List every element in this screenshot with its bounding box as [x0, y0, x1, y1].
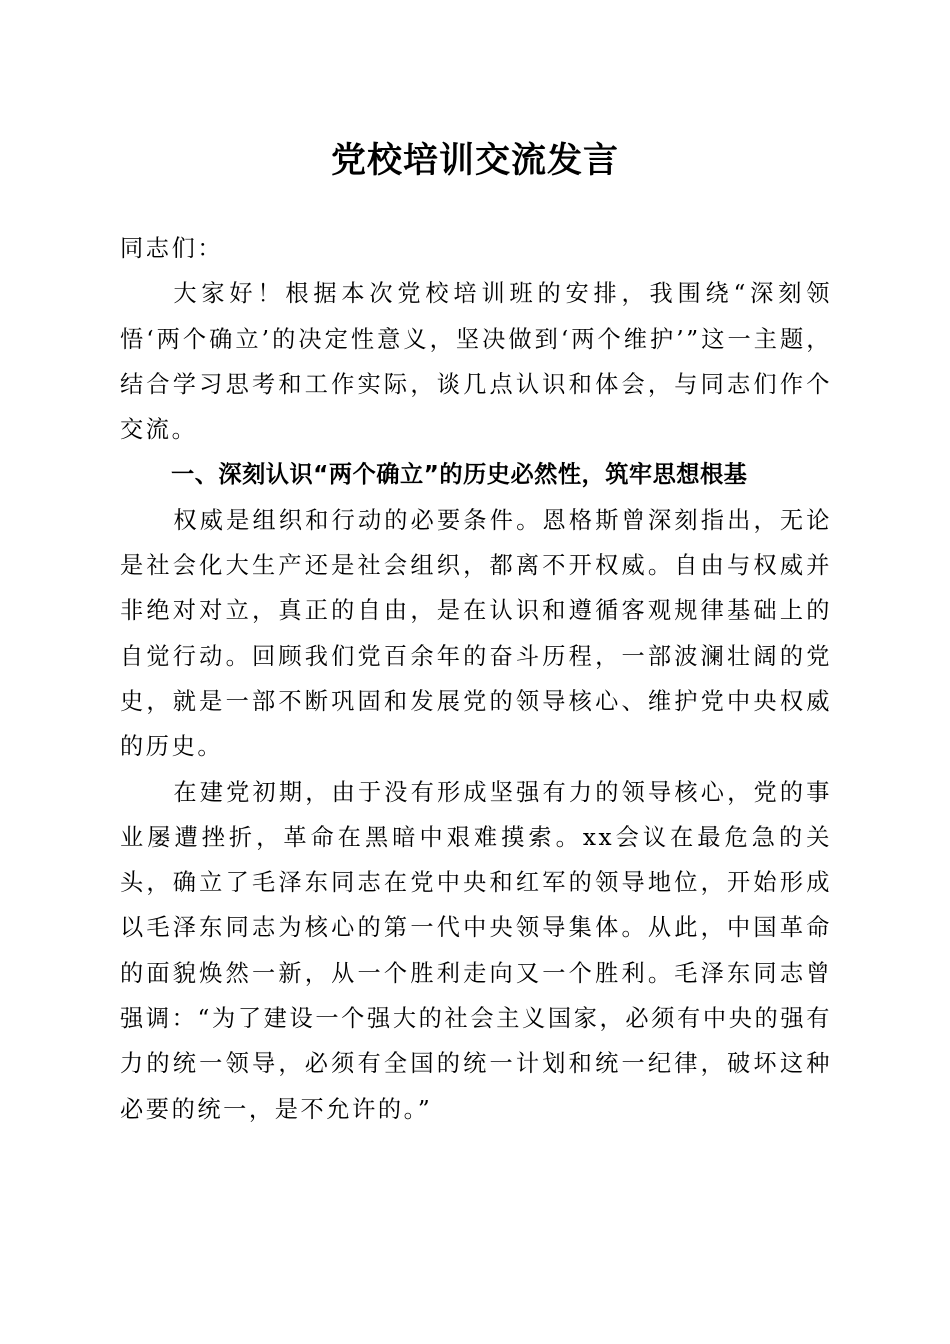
document-title: 党校培训交流发言: [330, 140, 619, 181]
body-paragraph-2: 在建党初期，由于没有形成坚强有力的领导核心，党的事业屡遭挫折，革命在黑暗中艰难摸索。xx会议在最危急的关头，确立了毛泽东同志在党中央和红军的领导地位，开始形成以毛泽东同志为核心的第一代中央领导集体。从此，中国革命的面貌焕然一新，从一个胜利走向又一个胜利。毛泽东同志曾强调：“为了建设一个强大的社会主义国家，必须有中央的强有力的统一领导，必须有全国的统一计划和统一纪律，破坏这种必要的统一，是不允许的。”: [120, 778, 832, 1123]
intro-paragraph: 大家好！根据本次党校培训班的安排，我围绕“深刻领悟‘两个确立’的决定性意义，坚决做到‘两个维护’”这一主题，结合学习思考和工作实际，谈几点认识和体会，与同志们作个交流。: [120, 280, 832, 444]
salutation: 同志们：: [120, 235, 224, 262]
section-heading-1: 一、深刻认识“两个确立”的历史必然性，筑牢思想根基: [171, 461, 748, 489]
document-body: [120, 226, 832, 1132]
body-paragraph-1: 权威是组织和行动的必要条件。恩格斯曾深刻指出，无论是社会化大生产还是社会组织，都离不开权威。自由与权威并非绝对对立，真正的自由，是在认识和遵循客观规律基础上的自觉行动。回顾我们党百余年的奋斗历程，一部波澜壮阔的党史，就是一部不断巩固和发展党的领导核心、维护党中央权威的历史。: [120, 506, 832, 761]
